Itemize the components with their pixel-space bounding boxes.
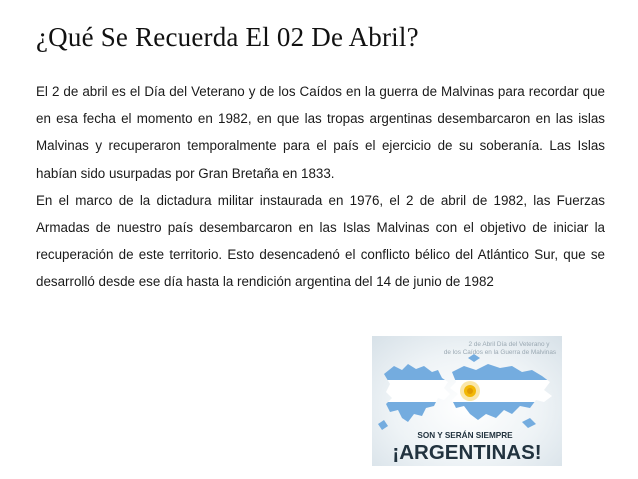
badge-caption-line2: de los Caídos en la Guerra de Malvinas (443, 349, 557, 356)
paragraph-1: El 2 de abril es el Día del Veterano y de los Caídos en la guerra de Malvinas para recordar que en esa fecha el momento en 1982, en que las tropas argentinas desembarcaron en las islas Malvinas y recuperaron temporalmente para el país el ejercicio de su soberanía. Las Islas habían sido usurpadas por Gran Bretaña en 1833. (36, 84, 605, 181)
slogan-line1: SON Y SERÁN SIEMPRE (417, 431, 513, 440)
sun-of-may-icon (460, 381, 480, 401)
badge-caption-line1: 2 de Abril Día del Veterano y (468, 341, 550, 348)
slide-body (36, 78, 605, 296)
malvinas-badge-image (372, 336, 562, 466)
page-title: ¿Qué Se Recuerda El 02 De Abril? (36, 22, 419, 52)
malvinas-flag-map (372, 336, 562, 466)
paragraph-2: En el marco de la dictadura militar instaurada en 1976, el 2 de abril de 1982, las Fuerzas Armadas de nuestro país desembarcaron en las Islas Malvinas con el objetivo de iniciar la recuperación de este territorio. Esto desencadenó el conflicto bélico del Atlántico Sur, que se desarrolló desde ese día hasta la rendición argentina del 14 de junio de 1982 (36, 192, 605, 290)
slogan-line2: ¡ARGENTINAS! (392, 441, 542, 464)
